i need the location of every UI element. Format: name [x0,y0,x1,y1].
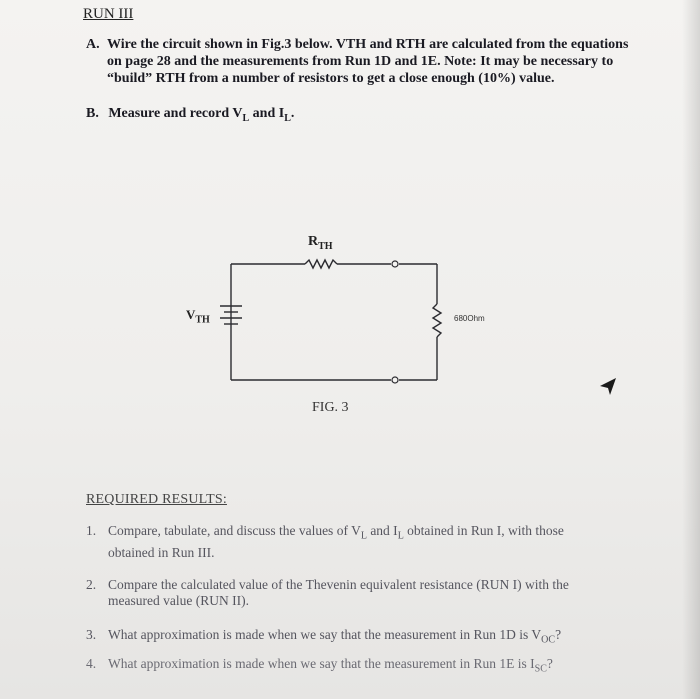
part-b-sub-vl: L [242,112,250,124]
label-vth: $V_{TH}$ [186,307,210,326]
part-a-text: Wire the circuit shown in Fig.3 below. VTH and RTH are calculated from the equations on page 28 and the measurements from Run 1D and 1E. Note: It may be necessary to “build” RTH from a number of resistors to get a close enough (10%) value. [107,37,629,86]
part-b-mid: and I [249,106,285,121]
label-load-resistance: 680Ohm [454,314,485,323]
terminal-bottom [392,377,398,383]
part-b-label: B. [86,106,99,121]
part-b-sub-il: L [284,112,291,124]
part-b-end: . [290,106,295,121]
mouse-pointer-icon [598,376,618,398]
figure-caption: FIG. 3 [312,400,349,415]
resistor-rth [305,260,337,268]
part-b-text: Measure and record V [108,106,243,121]
part-a-label: A. [86,37,100,52]
document-page: RUN III A. Wire the circuit shown in Fig.3 below. VTH and RTH are calculated from the equations on page 28 and the measurements from Run 1D and 1E. Note: It may be necessary to “build” RTH from a number of resistors to get a close enough (10%) value. B. Measure and record $V_L$ and $I_L$. $R_{TH}$ $V_{TH}$ 680Ohm FIG. 3 REQUIRED RESULTS: 1. Compare, tabulate, and discuss the values of $V_L$ and $I_L$ obtained in Run I, with those obtained in Run III. 2. Compare the calculated value of the Thevenin equivalent resistance (RUN I) with the measured value (RUN II). 3. What approximation is made when we say that the measurement in Run 1D is $V_{OC}$? 4. What approximation is made when we say that the measurement in Run 1E is $I_{SC}$? [0,0,700,699]
required-results-heading: REQUIRED RESULTS: [86,492,227,507]
resistor-load [433,304,441,337]
label-rth: $R_{TH}$ [308,234,333,252]
section-heading: RUN III [83,6,134,22]
terminal-top [392,261,398,267]
